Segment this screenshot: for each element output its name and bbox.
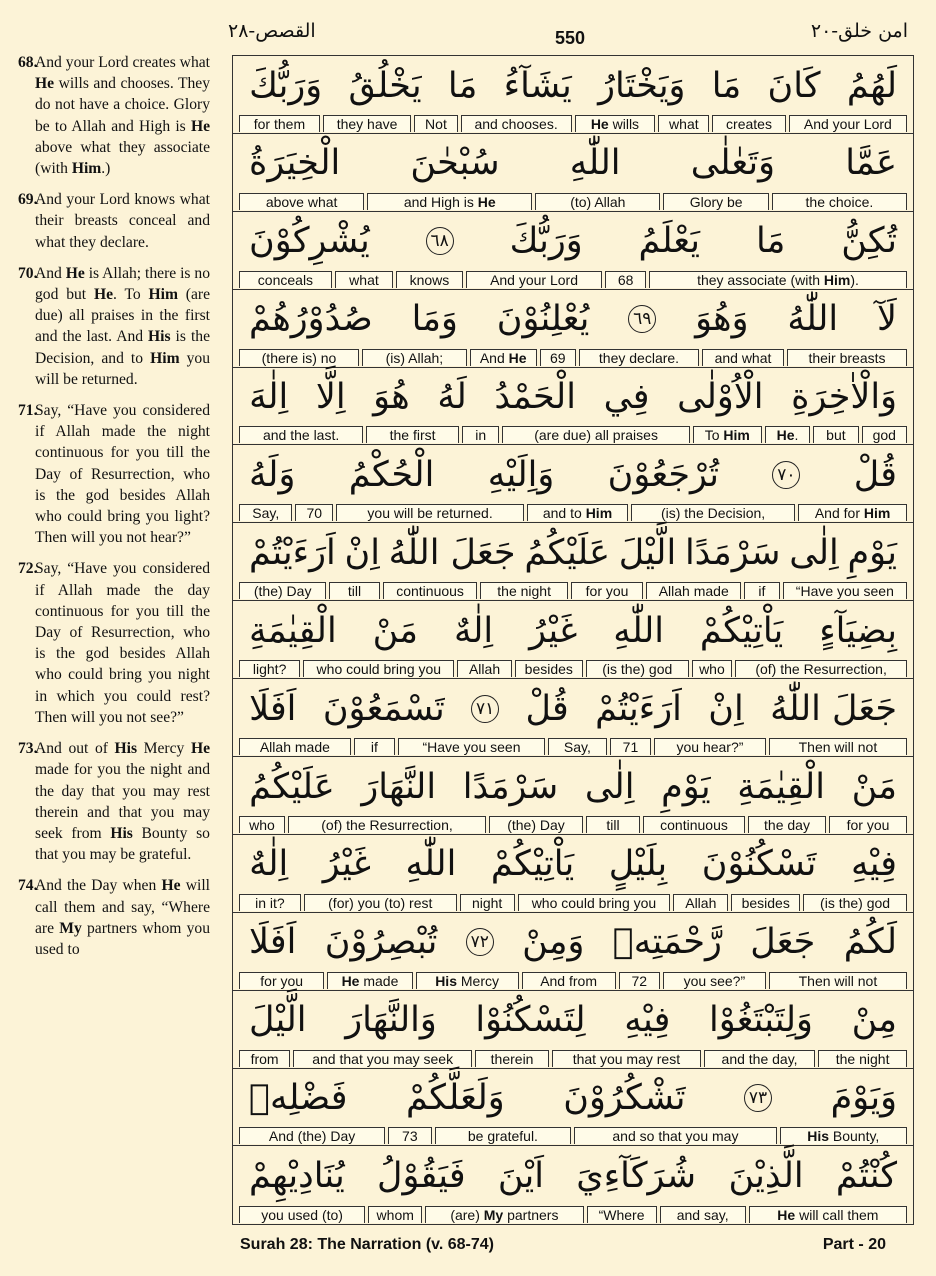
- gloss-cell: they associate (with Him).: [649, 271, 907, 288]
- gloss-cell: knows: [396, 271, 463, 288]
- arabic-word: تُرْجَعُوْنَ: [607, 454, 720, 495]
- gloss-cell: for them: [239, 115, 320, 132]
- gloss-cell: who: [239, 816, 285, 833]
- gloss-cell: the night: [480, 582, 567, 599]
- footer-part: Part - 20: [822, 1236, 886, 1253]
- arabic-word: مَا: [447, 65, 478, 106]
- arabic-word: يَاْتِيْكُمْ: [699, 610, 784, 651]
- verse-number: 73.: [18, 740, 38, 758]
- verse-text: And He is Allah; there is no god but He. To Him (are due) all praises in the first and the last. And His is the Decision, and to Him you will be returned.: [35, 264, 210, 388]
- footer-surah: Surah 28: The Narration (v. 68-74): [240, 1236, 494, 1253]
- gloss-cell: Allah made: [646, 582, 741, 599]
- arabic-word: وَمَا: [411, 299, 458, 340]
- arabic-word: وَالْاٰخِرَةِ: [791, 377, 897, 418]
- gloss-cell: 71: [610, 738, 651, 755]
- arabic-word: شُرَكَآءِيَ: [576, 1155, 697, 1196]
- arabic-word: كُنْتُمْ: [835, 1155, 897, 1196]
- gloss-cell: (is the) god: [803, 894, 907, 911]
- gloss-cell: Say,: [239, 504, 292, 521]
- juz-header: امن خلق-٢٠: [810, 20, 908, 42]
- arabic-word: الْقِيٰمَةِ: [737, 766, 825, 807]
- verse-number: 70.: [18, 264, 38, 282]
- arabic-word: اِلَّا: [315, 377, 346, 418]
- ayah-marker: ٧١: [471, 695, 499, 723]
- verse-text: And the Day when He will call them and say, “Where are My partners whom you used to: [35, 877, 210, 958]
- arabic-line: [233, 134, 913, 193]
- gloss-cell: (is the) god: [586, 660, 689, 677]
- gloss-cell: And He: [470, 349, 537, 366]
- gloss-cell: (the) Day: [489, 816, 583, 833]
- gloss-cell: 68: [605, 271, 646, 288]
- arabic-word: وَلَعَلَّكُمْ: [406, 1078, 505, 1119]
- english-gloss-line: [239, 193, 907, 210]
- verse-text: And your Lord knows what their breasts conceal and what they declare.: [35, 191, 210, 251]
- translation-column: [18, 52, 210, 970]
- arabic-word: وَتَعٰلٰى: [690, 143, 775, 184]
- arabic-word: تَسْكُنُوْنَ: [701, 844, 817, 885]
- gloss-cell: His Bounty,: [780, 1127, 907, 1144]
- arabic-word: فِي: [603, 377, 650, 418]
- grid-row: [233, 991, 913, 1069]
- gloss-cell: Allah made: [239, 738, 351, 755]
- gloss-cell: And your Lord: [789, 115, 907, 132]
- arabic-word: سَرْمَدًا: [462, 766, 559, 807]
- arabic-line: [233, 56, 913, 115]
- verse-number: 74.: [18, 877, 38, 895]
- arabic-line: [233, 368, 913, 427]
- gloss-cell: And for Him: [798, 504, 907, 521]
- gloss-cell: and chooses.: [461, 115, 572, 132]
- gloss-cell: 70: [295, 504, 333, 521]
- gloss-cell: Allah: [457, 660, 511, 677]
- gloss-cell: above what: [239, 193, 364, 210]
- gloss-cell: and say,: [660, 1206, 746, 1223]
- arabic-word: غَيْرُ: [529, 610, 578, 651]
- arabic-word: قُلْ: [853, 454, 897, 495]
- arabic-line: [233, 913, 913, 972]
- gloss-cell: the night: [818, 1050, 907, 1067]
- english-gloss-line: [239, 349, 907, 366]
- gloss-cell: and to Him: [527, 504, 628, 521]
- arabic-word: يَعْلَمُ: [638, 221, 701, 262]
- english-gloss-line: [239, 504, 907, 521]
- gloss-cell: and that you may seek: [293, 1050, 472, 1067]
- verse-number: 69.: [18, 191, 38, 209]
- gloss-cell: if: [354, 738, 395, 755]
- gloss-cell: (to) Allah: [535, 193, 660, 210]
- gloss-cell: till: [329, 582, 379, 599]
- arabic-word: النَّهَارَ: [361, 766, 437, 807]
- ayah-marker: ٧٢: [466, 928, 494, 956]
- grid-row: [233, 835, 913, 913]
- gloss-cell: (is) Allah;: [362, 349, 467, 366]
- gloss-cell: His Mercy: [416, 972, 519, 989]
- arabic-word: الْقِيٰمَةِ: [249, 610, 337, 651]
- gloss-cell: Then will not: [769, 972, 907, 989]
- gloss-cell: He.: [765, 426, 810, 443]
- arabic-word: وَيَخْتَارُ: [598, 65, 686, 106]
- gloss-cell: they have: [323, 115, 411, 132]
- arabic-word: يُعْلِنُوْنَ: [496, 299, 590, 340]
- gloss-cell: (the) Day: [239, 582, 326, 599]
- arabic-word: اَفَلَا: [249, 922, 297, 963]
- gloss-cell: continuous: [383, 582, 478, 599]
- gloss-cell: “Have you seen: [398, 738, 545, 755]
- gloss-cell: (for) you (to) rest: [304, 894, 457, 911]
- gloss-cell: and so that you may: [574, 1127, 776, 1144]
- english-gloss-line: [239, 1127, 907, 1144]
- english-gloss-line: [239, 1206, 907, 1223]
- english-gloss-line: [239, 660, 907, 677]
- gloss-cell: 73: [388, 1127, 431, 1144]
- verse-translation: [18, 558, 210, 728]
- verse-text: Say, “Have you considered if Allah made the day continuous for you till the Day of Resurrection, who is the god besides Allah who could bring you night in which you could rest? Then will you not see?”: [35, 560, 210, 726]
- gloss-cell: and the day,: [704, 1050, 815, 1067]
- arabic-word: اللّٰهِ: [613, 610, 664, 651]
- verse-number: 72.: [18, 560, 38, 578]
- gloss-cell: besides: [731, 894, 800, 911]
- gloss-cell: “Where: [587, 1206, 657, 1223]
- gloss-cell: their breasts: [787, 349, 907, 366]
- gloss-cell: (of) the Resurrection,: [288, 816, 486, 833]
- gloss-cell: that you may rest: [552, 1050, 701, 1067]
- gloss-cell: Not: [414, 115, 457, 132]
- gloss-cell: night: [460, 894, 515, 911]
- arabic-word: تُكِنُّ: [841, 221, 897, 262]
- surah-header: القصص-٢٨: [228, 20, 316, 42]
- english-gloss-line: [239, 894, 907, 911]
- gloss-cell: the day: [748, 816, 826, 833]
- arabic-line: [233, 290, 913, 349]
- gloss-cell: He made: [327, 972, 412, 989]
- gloss-cell: what: [658, 115, 709, 132]
- arabic-word: وَهُوَ: [695, 299, 749, 340]
- arabic-word: سَرْمَدًا: [684, 532, 781, 573]
- arabic-word: بِضِيَآءٍ: [819, 610, 897, 651]
- arabic-line: [233, 757, 913, 816]
- verse-translation: [18, 52, 210, 179]
- gloss-cell: the first: [366, 426, 459, 443]
- grid-row: [233, 601, 913, 679]
- verse-translation: [18, 738, 210, 865]
- arabic-line: [233, 523, 913, 582]
- arabic-word: وَالنَّهَارَ: [345, 1000, 437, 1041]
- ayah-marker: ٧٠: [772, 461, 800, 489]
- arabic-word: الْخِيَرَةُ: [249, 143, 341, 184]
- gloss-cell: (are) My partners: [425, 1206, 583, 1223]
- gloss-cell: what: [335, 271, 393, 288]
- gloss-cell: creates: [712, 115, 785, 132]
- ayah-marker: ٦٨: [426, 227, 454, 255]
- arabic-word: تَسْمَعُوْنَ: [322, 688, 445, 729]
- arabic-word: اِلٰى: [789, 532, 839, 573]
- grid-row: [233, 445, 913, 523]
- arabic-word: الَّيْلَ: [618, 532, 677, 573]
- arabic-word: وَمِنْ: [522, 922, 585, 963]
- gloss-cell: for you: [829, 816, 907, 833]
- gloss-cell: continuous: [643, 816, 745, 833]
- arabic-word: اَرَءَيْتُمْ: [595, 688, 682, 729]
- gloss-cell: till: [586, 816, 640, 833]
- english-gloss-line: [239, 972, 907, 989]
- gloss-cell: if: [744, 582, 780, 599]
- gloss-cell: in it?: [239, 894, 301, 911]
- gloss-cell: you used (to): [239, 1206, 365, 1223]
- arabic-line: [233, 601, 913, 660]
- english-gloss-line: [239, 1050, 907, 1067]
- arabic-word: تُبْصِرُوْنَ: [324, 922, 438, 963]
- verse-number: 71.: [18, 402, 38, 420]
- verse-translation: [18, 875, 210, 960]
- arabic-word: فَضْلِهٖ: [249, 1078, 348, 1119]
- arabic-word: اِنْ: [344, 532, 380, 573]
- gloss-cell: and the last.: [239, 426, 363, 443]
- arabic-line: [233, 835, 913, 894]
- verse-text: Say, “Have you considered if Allah made the night continuous for you till the Day of Resurrection, who is the god besides Allah who could bring you light? Then will you not hear?”: [35, 402, 210, 547]
- gloss-cell: and High is He: [367, 193, 532, 210]
- gloss-cell: you see?”: [663, 972, 766, 989]
- verse-translation: [18, 263, 210, 390]
- arabic-word: وَيَوْمَ: [830, 1078, 897, 1119]
- verse-translation: [18, 400, 210, 548]
- arabic-word: يَوْمِ: [661, 766, 711, 807]
- grid-row: [233, 212, 913, 290]
- arabic-word: عَلَيْكُمُ: [524, 532, 610, 573]
- gloss-cell: besides: [515, 660, 583, 677]
- arabic-word: سُبْحٰنَ: [410, 143, 500, 184]
- arabic-word: يُنَادِيْهِمْ: [249, 1155, 345, 1196]
- gloss-cell: who could bring you: [518, 894, 671, 911]
- gloss-cell: (of) the Resurrection,: [735, 660, 907, 677]
- gloss-cell: they declare.: [579, 349, 699, 366]
- word-by-word-grid: [232, 55, 914, 1225]
- arabic-word: مَا: [711, 65, 742, 106]
- arabic-word: يَخْلُقُ: [348, 65, 422, 106]
- arabic-line: [233, 1146, 913, 1205]
- verse-text: And out of His Mercy He made for you the night and the day that you may rest therein and that you may seek from His Bounty so that you may be grateful.: [35, 740, 210, 864]
- arabic-line: [233, 212, 913, 271]
- arabic-word: اللّٰهِ: [569, 143, 621, 184]
- gloss-cell: 72: [619, 972, 660, 989]
- grid-row: [233, 1069, 913, 1147]
- grid-row: [233, 134, 913, 212]
- gloss-cell: and what: [702, 349, 784, 366]
- english-gloss-line: [239, 816, 907, 833]
- arabic-word: فِيْهِ: [624, 1000, 671, 1041]
- ayah-marker: ٦٩: [628, 305, 656, 333]
- verse-number: 68.: [18, 54, 38, 71]
- arabic-word: يُشْرِكُوْنَ: [249, 221, 370, 262]
- gloss-cell: Then will not: [769, 738, 907, 755]
- arabic-line: [233, 1069, 913, 1128]
- gloss-cell: He will call them: [749, 1206, 907, 1223]
- arabic-word: مَنْ: [372, 610, 419, 651]
- arabic-word: لَهُمُ: [846, 65, 897, 106]
- gloss-cell: who could bring you: [303, 660, 454, 677]
- gloss-cell: whom: [368, 1206, 422, 1223]
- arabic-word: اَيْنَ: [497, 1155, 544, 1196]
- english-gloss-line: [239, 271, 907, 288]
- arabic-word: عَمَّا: [845, 143, 897, 184]
- gloss-cell: And your Lord: [466, 271, 602, 288]
- arabic-word: عَلَيْكُمُ: [249, 766, 335, 807]
- verse-translation: [18, 189, 210, 253]
- arabic-word: اِلٰهٌ: [453, 610, 494, 651]
- arabic-word: يَوْمِ: [847, 532, 897, 573]
- grid-row: [233, 757, 913, 835]
- gloss-cell: but: [813, 426, 858, 443]
- verse-text: And your Lord creates what He wills and chooses. They do not have a choice. Glory be to Allah and High is He above what they associate (with Him.): [35, 54, 210, 178]
- arabic-word: اَفَلَا: [249, 688, 297, 729]
- arabic-word: هُوَ: [373, 377, 410, 418]
- gloss-cell: you will be returned.: [336, 504, 524, 521]
- gloss-cell: who: [692, 660, 733, 677]
- arabic-word: لَهُ: [437, 377, 467, 418]
- gloss-cell: “Have you seen: [783, 582, 907, 599]
- gloss-cell: light?: [239, 660, 300, 677]
- arabic-line: [233, 445, 913, 504]
- arabic-word: يَاْتِيْكُمْ: [490, 844, 575, 885]
- arabic-word: الْحَمْدُ: [494, 377, 576, 418]
- arabic-word: مَنْ: [851, 766, 897, 807]
- gloss-cell: (there is) no: [239, 349, 359, 366]
- gloss-cell: god: [862, 426, 907, 443]
- english-gloss-line: [239, 115, 907, 132]
- gloss-cell: Glory be: [663, 193, 768, 210]
- arabic-word: اللّٰهِ: [405, 844, 457, 885]
- arabic-word: غَيْرُ: [322, 844, 371, 885]
- gloss-cell: in: [462, 426, 500, 443]
- gloss-cell: (are due) all praises: [502, 426, 689, 443]
- gloss-cell: therein: [475, 1050, 549, 1067]
- arabic-word: وَرَبُّكَ: [509, 221, 583, 262]
- arabic-word: صُدُوْرُهُمْ: [249, 299, 373, 340]
- arabic-word: قُلْ: [525, 688, 569, 729]
- english-gloss-line: [239, 582, 907, 599]
- arabic-word: لِتَسْكُنُوْا: [475, 1000, 586, 1041]
- arabic-word: اِنْ: [708, 688, 744, 729]
- arabic-word: الْحُكْمُ: [348, 454, 435, 495]
- arabic-word: جَعَلَ اللّٰهُ: [388, 532, 516, 573]
- gloss-cell: (is) the Decision,: [631, 504, 795, 521]
- gloss-cell: for you: [571, 582, 644, 599]
- arabic-word: اَرَءَيْتُمْ: [249, 532, 336, 573]
- gloss-cell: you hear?”: [654, 738, 766, 755]
- gloss-cell: He wills: [575, 115, 656, 132]
- arabic-word: مَا: [755, 221, 786, 262]
- grid-row: [233, 1146, 913, 1224]
- arabic-word: اِلٰهٌ: [249, 844, 289, 885]
- arabic-word: وَلِتَبْتَغُوْا: [708, 1000, 813, 1041]
- arabic-word: لَكُمُ: [843, 922, 897, 963]
- arabic-line: [233, 991, 913, 1050]
- grid-row: [233, 368, 913, 446]
- gloss-cell: from: [239, 1050, 290, 1067]
- arabic-word: اللّٰهُ: [787, 299, 839, 340]
- arabic-word: مِنْ: [851, 1000, 897, 1041]
- arabic-word: فِيْهِ: [850, 844, 897, 885]
- arabic-word: فَيَقُوْلُ: [377, 1155, 466, 1196]
- gloss-cell: be grateful.: [435, 1127, 572, 1144]
- grid-row: [233, 290, 913, 368]
- arabic-word: رَّحْمَتِهٖ: [612, 922, 722, 963]
- arabic-word: اِلٰى: [584, 766, 635, 807]
- arabic-word: جَعَلَ: [750, 922, 816, 963]
- arabic-word: لَآ: [877, 299, 897, 340]
- gloss-cell: conceals: [239, 271, 332, 288]
- gloss-cell: for you: [239, 972, 324, 989]
- ayah-marker: ٧٣: [744, 1084, 772, 1112]
- grid-row: [233, 679, 913, 757]
- arabic-word: يَشَآءُ: [503, 65, 572, 106]
- arabic-word: اِلٰهَ: [249, 377, 289, 418]
- gloss-cell: the choice.: [772, 193, 907, 210]
- arabic-word: الَّيْلَ: [249, 1000, 307, 1041]
- arabic-line: [233, 679, 913, 738]
- arabic-word: جَعَلَ اللّٰهُ: [770, 688, 897, 729]
- english-gloss-line: [239, 738, 907, 755]
- gloss-cell: 69: [540, 349, 576, 366]
- gloss-cell: Allah: [673, 894, 728, 911]
- arabic-word: وَرَبُّكَ: [249, 65, 323, 106]
- arabic-word: كَانَ: [767, 65, 821, 106]
- gloss-cell: And from: [522, 972, 616, 989]
- gloss-cell: To Him: [693, 426, 762, 443]
- arabic-word: تَشْكُرُوْنَ: [563, 1078, 686, 1119]
- arabic-word: وَاِلَيْهِ: [487, 454, 555, 495]
- page-number: 550: [555, 28, 586, 48]
- arabic-word: الَّذِيْنَ: [728, 1155, 804, 1196]
- gloss-cell: And (the) Day: [239, 1127, 385, 1144]
- grid-row: [233, 56, 913, 134]
- gloss-cell: Say,: [548, 738, 607, 755]
- grid-row: [233, 913, 913, 991]
- english-gloss-line: [239, 426, 907, 443]
- grid-row: [233, 523, 913, 601]
- arabic-word: وَلَهُ: [249, 454, 296, 495]
- arabic-word: بِلَيْلٍ: [608, 844, 668, 885]
- arabic-word: الْاُوْلٰى: [677, 377, 764, 418]
